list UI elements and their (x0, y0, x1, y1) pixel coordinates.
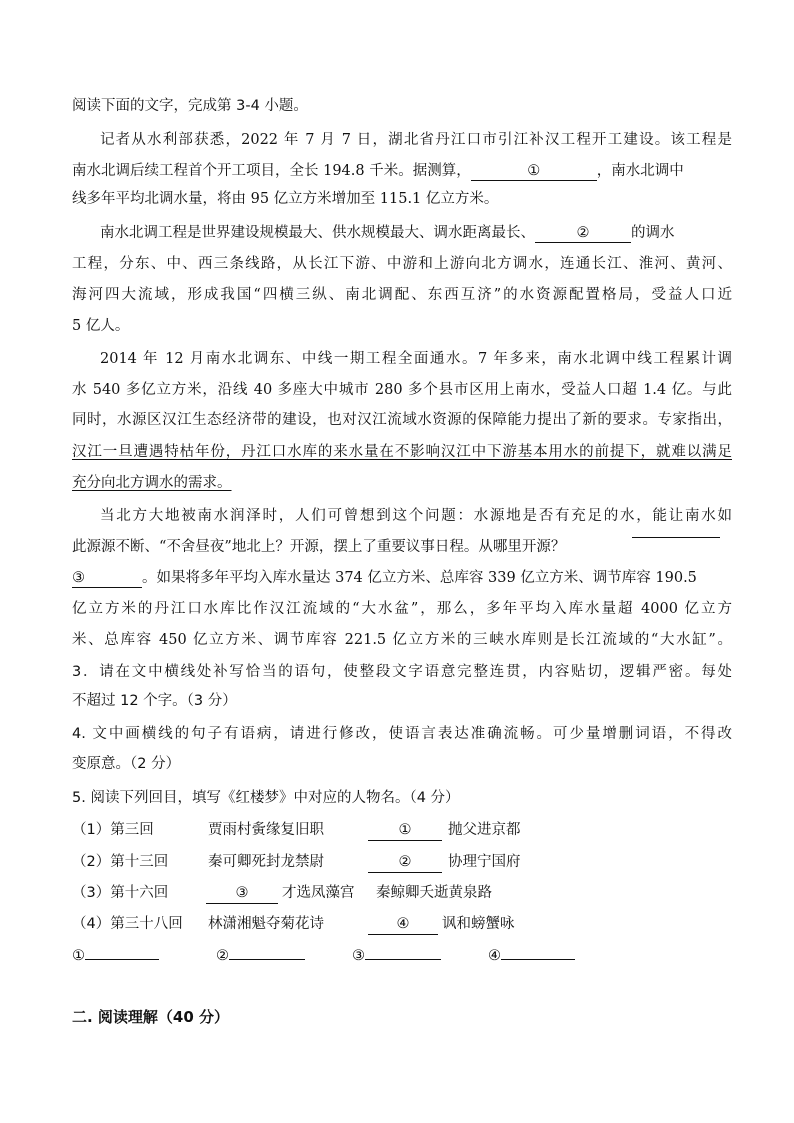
answer-4-label: ④ (488, 948, 501, 964)
p4-line-3 (72, 568, 732, 588)
answer-3-label: ③ (352, 948, 365, 964)
q5-row-3-b: 秦鲸卿夭逝黄泉路 (376, 885, 492, 901)
p1-line-3: 线多年平均北调水量，将由 95 亿立方米增加至 115.1 亿立方米。 (72, 191, 499, 207)
blank-2: ② (535, 224, 631, 243)
question-3-line-1: 3．请在文中横线处补写恰当的语句，使整段文字语意完整连贯，内容贴切，逻辑严密。每处 (72, 664, 732, 680)
p2-line-4: 5 亿人。 (72, 318, 130, 334)
q5-row-4-b: 讽和螃蟹咏 (442, 916, 515, 932)
answer-4-blank (501, 959, 575, 960)
q5-row-1-num: （1）第三回 (72, 822, 154, 838)
p2-line-2: 工程，分东、中、西三条线路，从长江下游、中游和上游向北方调水，连通长江、淮河、黄河、 (72, 256, 732, 272)
p1-line-2-text: 南水北调后续工程首个开工项目，全长 194.8 千米。据测算， (72, 163, 471, 179)
q5-row-3-num: （3）第十六回 (72, 885, 169, 901)
p1-line-2-end: ，南水北调中 (596, 163, 684, 179)
p3-line-3: 同时，水源区汉江生态经济带的建设，也对汉江流域水资源的保障能力提出了新的要求。专家指出， (72, 412, 732, 428)
p4-line-1: 当北方大地被南水润泽时，人们可曾想到这个问题：水源地是否有充足的水，能让南水如 (100, 508, 732, 524)
p4-line-3-text: 。如果将多年平均入库水量达 374 亿立方米、总库容 339 亿立方米、调节库容 190.5 (142, 570, 697, 586)
p3-line-5-underlined: 充分向北方调水的需求。 (72, 475, 232, 491)
blank-1: ① (471, 162, 597, 181)
answer-2-label: ② (216, 948, 229, 964)
q5-row-2-b: 协理宁国府 (448, 854, 521, 870)
p3-line-4-underlined: 汉江一旦遭遇特枯年份，丹江口水库的来水量在不影响汉江中下游基本用水的前提下，就难以满足 (72, 444, 732, 460)
q5-row-4-blank: ④ (368, 914, 438, 935)
question-4-line-2: 变原意。（2 分） (72, 756, 181, 772)
question-4-line-1: 4. 文中画横线的句子有语病，请进行修改，使语言表达准确流畅。可少量增删词语，不得改 (72, 726, 732, 742)
q5-row-3-a: 才选凤藻宫 (282, 885, 355, 901)
p2-line-1 (100, 223, 732, 243)
q5-row-4-num: （4）第三十八回 (72, 916, 183, 932)
p4-line-2 (72, 537, 732, 557)
answer-1-label: ① (72, 948, 85, 964)
q5-row-1-a: 贾雨村夤缘复旧职 (208, 822, 324, 838)
question-3-line-2: 不超过 12 个字。（3 分） (72, 693, 237, 709)
q5-row-2-num: （2）第十三回 (72, 854, 169, 870)
p4-line-4: 亿立方米的丹江口水库比作汉江流域的“大水盆”，那么，多年平均入库水量超 4000 亿立方 (72, 601, 732, 617)
q5-row-1-blank: ① (368, 820, 442, 841)
p2-line-1-text: 南水北调工程是世界建设规模最大、供水规模最大、调水距离最长、 (100, 225, 535, 241)
p4-line-5: 米、总库容 450 亿立方米、调节库容 221.5 亿立方米的三峡水库则是长江流域的“大水缸”。 (72, 632, 732, 648)
q5-row-2-a: 秦可卿死封龙禁尉 (208, 854, 324, 870)
p1-line-2 (72, 161, 732, 181)
answer-2-blank (229, 959, 305, 960)
p2-line-1-end: 的调水 (631, 225, 675, 241)
section-2-heading: 二. 阅读理解（40 分） (72, 1008, 230, 1026)
answer-1-blank (85, 959, 159, 960)
intro-line: 阅读下面的文字，完成第 3-4 小题。 (72, 98, 308, 114)
p1-line-1: 记者从水利部获悉，2022 年 7 月 7 日，湖北省丹江口市引江补汉工程开工建设。该工程是 (100, 132, 732, 148)
question-5-title: 5. 阅读下列回目，填写《红楼梦》中对应的人物名。（4 分） (72, 790, 460, 806)
answer-2 (216, 946, 305, 966)
answer-3-blank (365, 959, 441, 960)
p3-line-1: 2014 年 12 月南水北调东、中线一期工程全面通水。7 年多来，南水北调中线工程累计调 (100, 351, 732, 367)
blank-3-start (632, 537, 720, 538)
q5-row-2-blank: ② (368, 852, 442, 873)
p2-line-3: 海河四大流域，形成我国“四横三纵、南北调配、东西互济”的水资源配置格局，受益人口近 (72, 287, 732, 303)
p4-line-2-text: 此源源不断、“不舍昼夜”地北上？开源，摆上了重要议事日程。从哪里开源？ (72, 539, 566, 555)
p3-line-2: 水 540 多亿立方米，沿线 40 多座大中城市 280 多个县市区用上南水，受益人口超 1.4 亿。与此 (72, 382, 732, 398)
answer-3 (352, 946, 441, 966)
answer-4 (488, 946, 575, 966)
answer-1 (72, 946, 159, 966)
q5-row-3-blank: ③ (206, 883, 278, 904)
q5-row-4-a: 林潇湘魁夺菊花诗 (208, 916, 324, 932)
q5-row-1-b: 抛父进京都 (448, 822, 521, 838)
blank-3: ③ (72, 569, 142, 588)
